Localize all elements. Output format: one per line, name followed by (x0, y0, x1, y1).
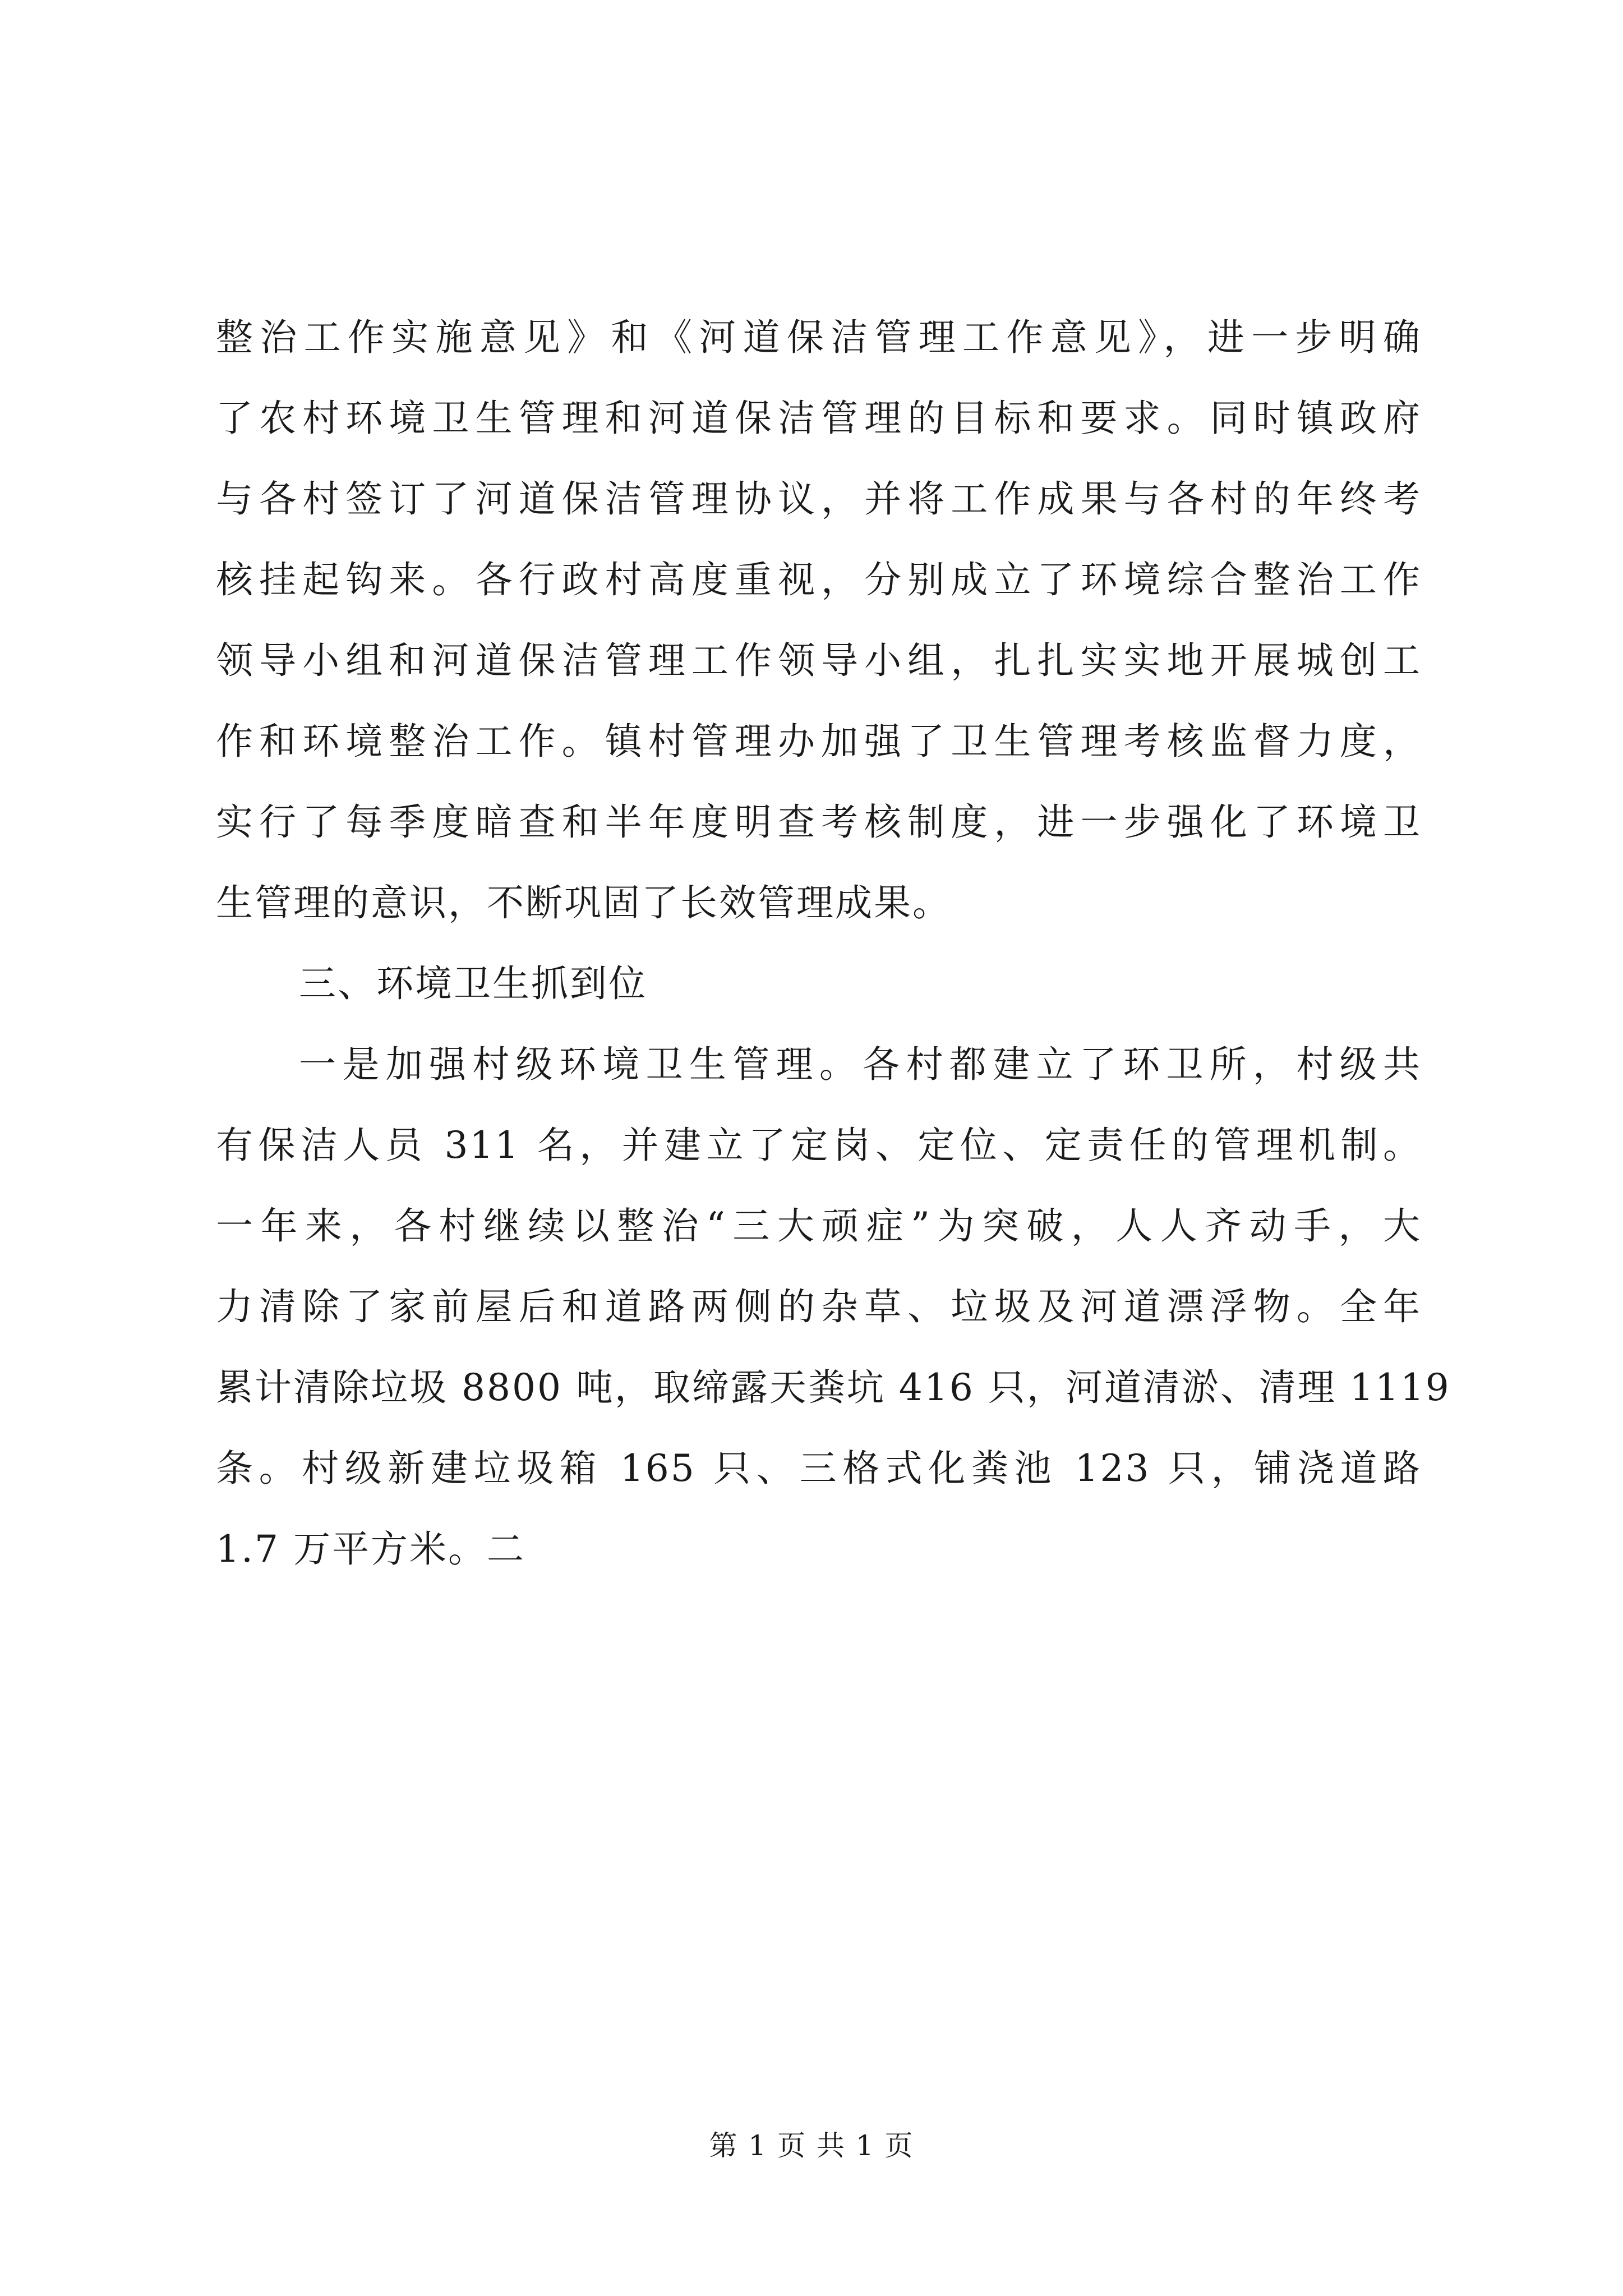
paragraph-line: 条。村级新建垃圾箱 165 只、三格式化粪池 123 只，铺浇道路 (216, 1447, 1422, 1490)
paragraph-line: 一是加强村级环境卫生管理。各村都建立了环卫所，村级共 (299, 1043, 1422, 1086)
section-heading: 三、环境卫生抓到位 (299, 962, 647, 1005)
paragraph-line: 有保洁人员 311 名，并建立了定岗、定位、定责任的管理机制。 (216, 1124, 1422, 1167)
paragraph-line: 一年来，各村继续以整治“三大顽症”为突破，人人齐动手，大 (216, 1204, 1422, 1248)
paragraph-line: 生管理的意识，不断巩固了长效管理成果。 (216, 881, 951, 924)
paragraph-line: 实行了每季度暗查和半年度明查考核制度，进一步强化了环境卫 (216, 800, 1422, 844)
paragraph-line: 整治工作实施意见》和《河道保洁管理工作意见》，进一步明确 (216, 316, 1422, 359)
paragraph-line: 累计清除垃圾 8800 吨，取缔露天粪坑 416 只，河道清淤、清理 1119 (216, 1366, 1451, 1409)
paragraph-line: 核挂起钩来。各行政村高度重视，分别成立了环境综合整治工作 (216, 558, 1422, 601)
page-footer: 第 1 页 共 1 页 (709, 2129, 914, 2162)
body-text (216, 297, 1451, 1590)
paragraph-line: 与各村签订了河道保洁管理协议，并将工作成果与各村的年终考 (216, 477, 1422, 521)
paragraph-line: 1.7 万平方米。二 (216, 1527, 525, 1571)
paragraph-line: 了农村环境卫生管理和河道保洁管理的目标和要求。同时镇政府 (216, 397, 1422, 440)
paragraph-line: 力清除了家前屋后和道路两侧的杂草、垃圾及河道漂浮物。全年 (216, 1285, 1422, 1328)
paragraph-line: 作和环境整治工作。镇村管理办加强了卫生管理考核监督力度， (216, 720, 1422, 763)
paragraph-line: 领导小组和河道保洁管理工作领导小组，扎扎实实地开展城创工 (216, 639, 1422, 682)
